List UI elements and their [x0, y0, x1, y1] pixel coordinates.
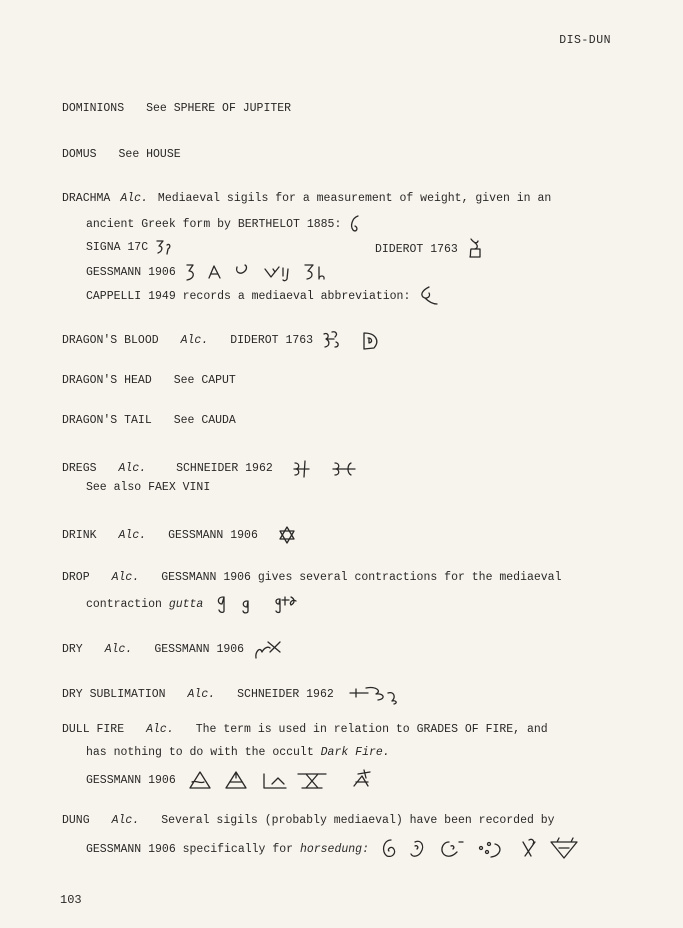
entry-dragons-tail: [62, 413, 236, 429]
dull-fire-sigil-icon: [186, 768, 406, 792]
drachma-cappelli-sigil-icon: [417, 284, 439, 308]
cross-reference: See also FAEX VINI: [86, 481, 211, 494]
alchemy-tag: Alc.: [111, 814, 140, 827]
drink-hexagram-icon: [278, 526, 296, 544]
entry-domus: [62, 147, 181, 163]
entry-term: DRAGON'S HEAD: [62, 374, 152, 387]
cross-reference: See HOUSE: [118, 148, 181, 161]
entry-term: DRY: [62, 643, 83, 657]
definition-text: Several sigils (probably mediaeval) have been recorded by: [161, 814, 555, 827]
entry-dragons-blood: [62, 328, 400, 352]
entry-term: DROP: [62, 571, 90, 584]
drachma-line-2: [86, 214, 362, 234]
definition-text: GESSMANN 1906 specifically for: [86, 843, 294, 857]
page-number: 103: [60, 893, 82, 907]
entry-term: DRINK: [62, 529, 97, 543]
horsedung-sigil-icon: [379, 836, 589, 862]
dry-sigil-icon: [252, 638, 284, 660]
alchemy-tag: Alc.: [111, 571, 140, 584]
dry-sublimation-sigil-icon: [348, 683, 404, 705]
entry-dull-fire: [62, 722, 548, 738]
source-citation: SIGNA 17C: [86, 241, 149, 255]
entry-dung: [62, 813, 555, 829]
drop-line-2: [86, 593, 325, 615]
running-head: DIS-DUN: [559, 34, 611, 47]
entry-drink: [62, 526, 296, 544]
definition-text: contraction: [86, 598, 162, 612]
drachma-diderot: [375, 237, 482, 261]
drachma-diderot-sigil-icon: [468, 237, 482, 261]
entry-term: DRAGON'S BLOOD: [62, 334, 159, 348]
alchemy-tag: Alc.: [187, 688, 216, 702]
source-citation: SCHNEIDER 1962: [237, 688, 334, 702]
alchemy-tag: Alc.: [120, 192, 148, 205]
dregs-sigil-icon: [291, 457, 371, 479]
alchemy-tag: Alc.: [104, 643, 133, 657]
drop-gutta-sigil-icon: [215, 593, 325, 615]
alchemy-tag: Alc.: [146, 723, 174, 736]
entry-dry-sublimation: [62, 683, 404, 705]
cross-reference: See CAPUT: [173, 374, 236, 387]
source-citation: DIDEROT 1763: [375, 243, 458, 257]
entry-dominions: [62, 101, 291, 117]
source-citation: GESSMANN 1906: [86, 266, 176, 280]
source-citation: CAPPELLI 1949 records a mediaeval abbreviation:: [86, 290, 411, 304]
drachma-gessmann-sigil-icon: [183, 261, 353, 283]
definition-text: The term is used in relation to GRADES OF FIRE, and: [195, 723, 548, 736]
definition-text: Mediaeval sigils for a measurement of weight, given in an: [157, 192, 552, 205]
entry-drop: [62, 570, 561, 586]
alchemy-tag: Alc.: [118, 529, 147, 543]
source-citation: GESSMANN 1906: [168, 529, 258, 543]
occult-term: Dark Fire.: [320, 746, 390, 759]
drachma-line-3: [86, 237, 173, 257]
source-citation: DIDEROT 1763: [230, 334, 314, 348]
drachma-berthelot-sigil-icon: [348, 214, 362, 234]
entry-term: DREGS: [62, 462, 97, 476]
dull-fire-line-2: [86, 745, 390, 761]
entry-dregs: [62, 457, 371, 479]
alchemy-tag: Alc.: [180, 334, 209, 348]
dung-line-2: [86, 836, 589, 862]
alchemy-tag: Alc.: [118, 462, 147, 476]
entry-term: DRAGON'S TAIL: [62, 414, 152, 427]
dregs-see-also: [86, 480, 210, 496]
source-citation: SCHNEIDER 1962: [176, 462, 273, 476]
definition-text: has nothing to do with the occult: [86, 746, 314, 759]
cross-reference: See CAUDA: [173, 414, 236, 427]
definition-text: ancient Greek form by BERTHELOT 1885:: [86, 218, 342, 232]
source-citation: GESSMANN 1906: [86, 774, 176, 788]
entry-dry: [62, 638, 284, 660]
source-citation: GESSMANN 1906: [154, 643, 245, 657]
entry-term: DUNG: [62, 814, 90, 827]
drachma-line-5: [86, 284, 439, 308]
entry-term: DOMINIONS: [62, 102, 125, 115]
drachma-signa-sigil-icon: [155, 237, 173, 257]
entry-term: DULL FIRE: [62, 723, 125, 736]
definition-text: GESSMANN 1906 gives several contractions for the mediaeval: [161, 571, 562, 584]
entry-dragons-head: [62, 373, 236, 389]
latin-term: gutta: [168, 598, 204, 612]
entry-term: DOMUS: [62, 148, 97, 161]
cross-reference: See SPHERE OF JUPITER: [146, 102, 292, 115]
entry-term: DRACHMA: [62, 192, 111, 205]
entry-term: DRY SUBLIMATION: [62, 688, 166, 702]
dragons-blood-sigil-icon: [320, 328, 400, 352]
entry-drachma: [62, 191, 551, 207]
latin-term: horsedung:: [299, 843, 369, 857]
dull-fire-line-3: [86, 768, 406, 792]
drachma-line-4: [86, 261, 353, 283]
